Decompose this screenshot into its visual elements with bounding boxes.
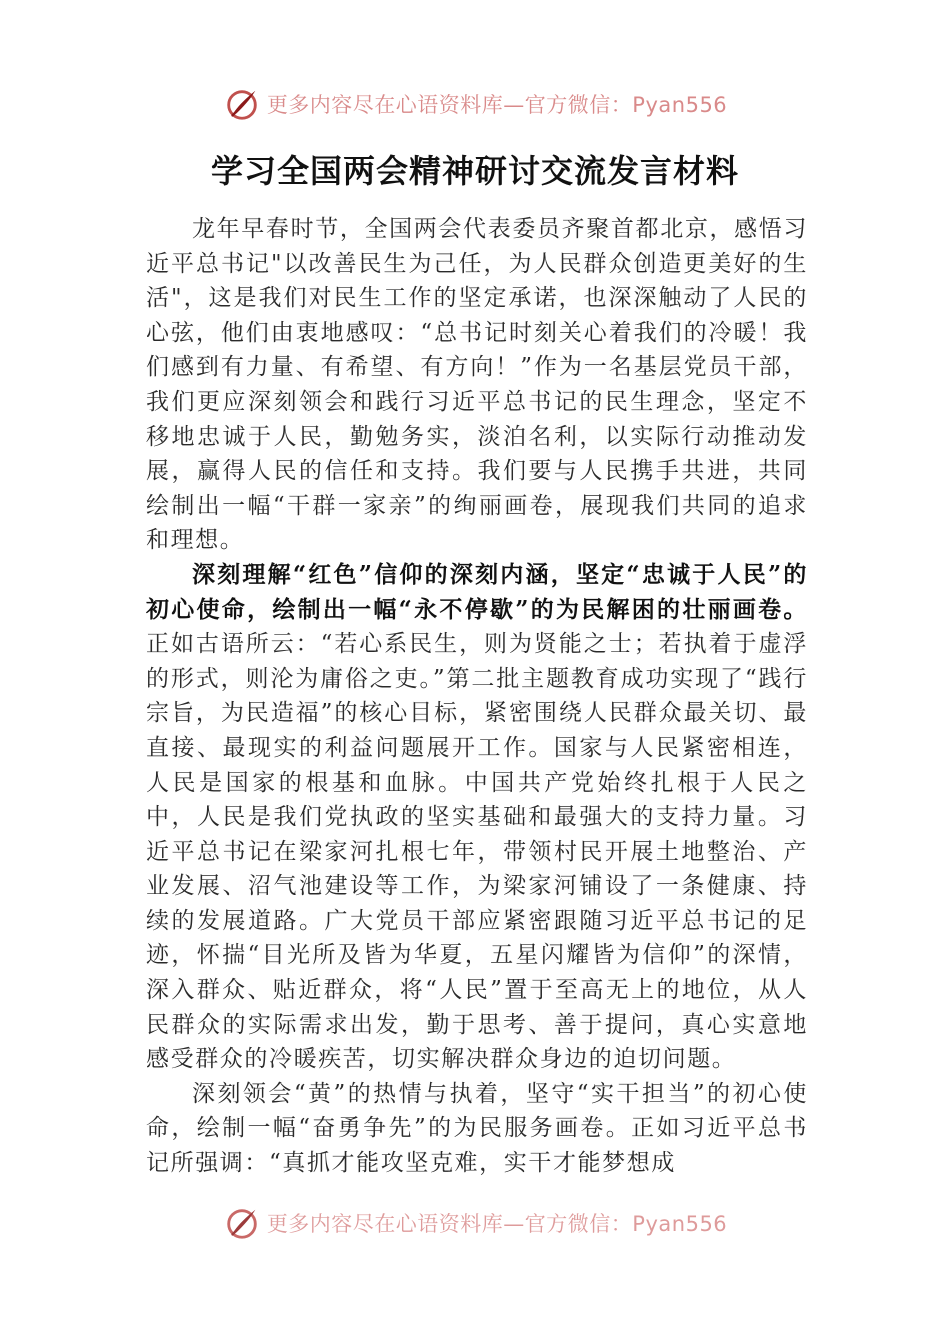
watermark-text: 更多内容尽在心语资料库—官方微信：Pyan556 <box>266 93 728 117</box>
header-watermark <box>0 82 950 126</box>
paragraph-2 <box>146 558 808 1077</box>
quill-seal-icon <box>223 1204 261 1242</box>
paragraph-2-lead: 深刻理解“红色”信仰的深刻内涵，坚定“忠诚于人民”的初心使命，绘制出一幅“永不停歇”的为民解困的壮丽画卷。 <box>146 560 808 623</box>
document-title: 学习全国两会精神研讨交流发言材料 <box>210 152 739 190</box>
paragraph-2-text: 正如古语所云：“若心系民生，则为贤能之士；若执着于虚浮的形式，则沦为庸俗之吏。”第二批主题教育成功实现了“践行宗旨，为民造福”的核心目标，紧密围绕人民群众最关切、最直接、最现实的利益问题展开工作。国家与人民紧密相连，人民是国家的根基和血脉。中国共产党始终扎根于人民之中，人民是我们党执政的坚实基础和最强大的支持力量。习近平总书记在梁家河扎根七年，带领村民开展土地整治、产业发展、沼气池建设等工作，为梁家河铺设了一条健康、持续的发展道路。广大党员干部应紧密跟随习近平总书记的足迹，怀揣“目光所及皆为华夏，五星闪耀皆为信仰”的深情，深入群众、贴近群众，将“人民”置于至高无上的地位，从人民群众的实际需求出发，勤于思考、善于提问，真心实意地感受群众的冷暖疾苦，切实解决群众身边的迫切问题。 <box>146 631 808 1073</box>
paragraph-3-text: 深刻领会“黄”的热情与执着，坚守“实干担当”的初心使命，绘制一幅“奋勇争先”的为民服务画卷。正如习近平总书记所强调：“真抓才能攻坚克难，实干才能梦想成 <box>146 1080 808 1177</box>
footer-watermark <box>0 1203 950 1243</box>
document-body <box>146 212 808 1222</box>
quill-seal-icon <box>223 85 261 123</box>
paragraph-3 <box>146 1077 808 1181</box>
paragraph-1 <box>146 212 808 558</box>
paragraph-1-text: 龙年早春时节，全国两会代表委员齐聚首都北京，感悟习近平总书记"以改善民生为己任，为人民群众创造更美好的生活"，这是我们对民生工作的坚定承诺，也深深触动了人民的心弦，他们由衷地感叹：“总书记时刻关心着我们的冷暖！我们感到有力量、有希望、有方向！”作为一名基层党员干部，我们更应深刻领会和践行习近平总书记的民生理念，坚定不移地忠诚于人民，勤勉务实，淡泊名利，以实际行动推动发展，赢得人民的信任和支持。我们要与人民携手共进，共同绘制出一幅“干群一家亲”的绚丽画卷，展现我们共同的追求和理想。 <box>146 216 808 554</box>
watermark-text: 更多内容尽在心语资料库—官方微信：Pyan556 <box>266 1212 728 1236</box>
